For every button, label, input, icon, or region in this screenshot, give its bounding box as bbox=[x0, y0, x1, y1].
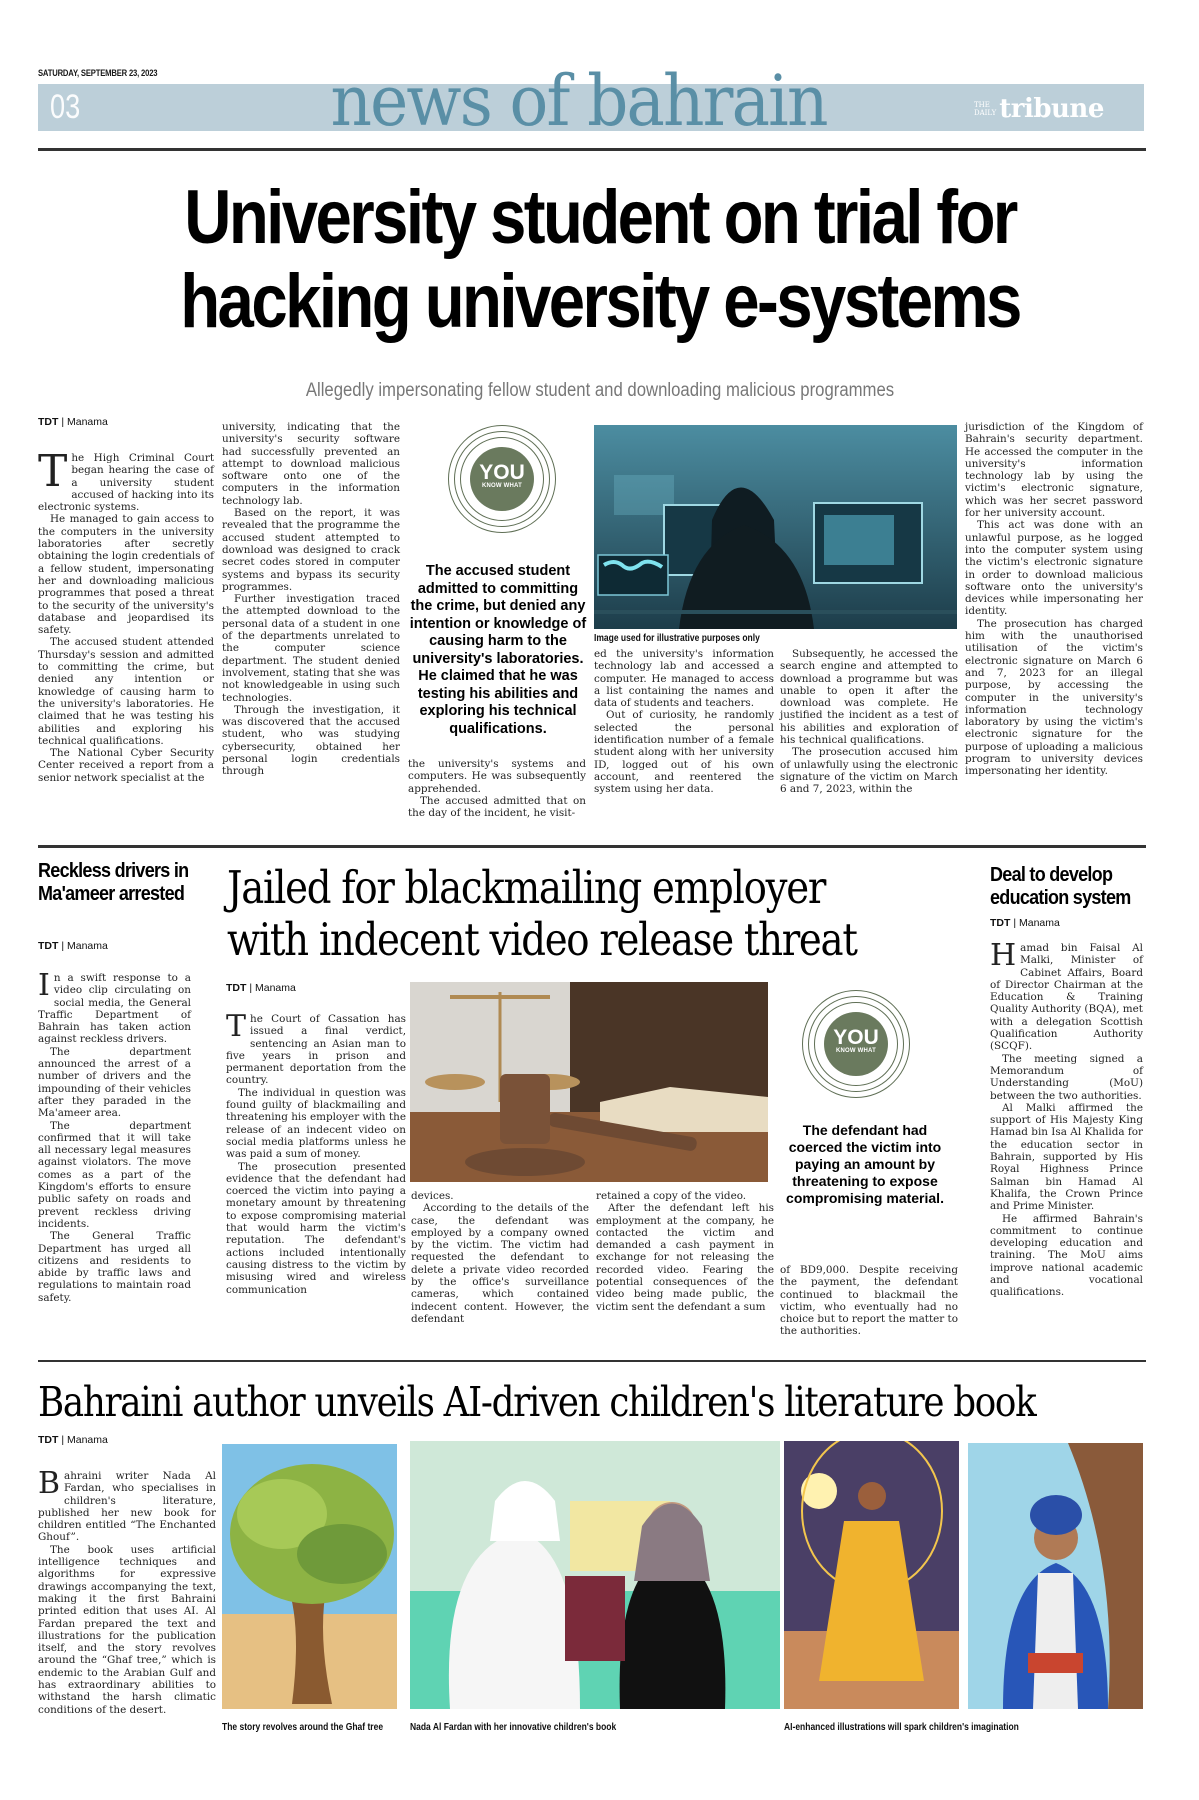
jailed-paragraph: After the defendant left his employment at the company, he contacted the victim and demanded a cash payment in exchange for not releasing the recorded video. Fearing the potential consequences of the video being made public, the victim sent the defendant a sum bbox=[596, 1202, 774, 1313]
lead-column-3 bbox=[408, 758, 586, 819]
education-headline: Deal to develop education system bbox=[990, 864, 1131, 909]
byline-sep: | bbox=[58, 1434, 67, 1446]
paragraph-text: ahraini writer Nada Al Fardan, who specialises in children's literature, published her new book for children entitled “The Enchanted Ghouf”. bbox=[38, 1470, 216, 1544]
dropcap: T bbox=[38, 446, 68, 497]
ghaf-tree-illustration bbox=[222, 1444, 397, 1709]
byline-agency: TDT bbox=[38, 940, 59, 952]
ai-illustration-2 bbox=[968, 1443, 1143, 1709]
lead-paragraph: university, indicating that the university's security software had successfully prevented an attempt to download malicious software onto one of the computers in the information technology lab. bbox=[222, 421, 400, 507]
reckless-paragraph: The department announced the arrest of a number of drivers and the impounding of their vehicles after they paraded in the Ma'ameer area. bbox=[38, 1045, 191, 1120]
author-paragraph: The book uses artificial intelligence techniques and algorithms for expressive drawings accompanying the text, making it the first Bahraini printed edition that uses AI. Al Fardan prepared the text and illustrations for the publication itself, and the story revolves around the “Ghaf tree,” which is endemic to the Arabian Gulf and has extraordinary abilities to withstand the harsh climatic conditions of the desert. bbox=[38, 1543, 216, 1716]
section-title: news of bahrain bbox=[325, 66, 832, 136]
lead-column-2 bbox=[222, 421, 400, 778]
lead-paragraph: Further investigation traced the attempted download to the personal data of a student in one of the departments unrelated to the computer science department. The student denied involvement, stating that she was not knowledgeable in using such technologies. bbox=[222, 593, 400, 704]
author-caption: Nada Al Fardan with her innovative children's book bbox=[410, 1722, 617, 1733]
paragraph-text: he Court of Cassation has issued a final verdict, sentencing an Asian man to five years in prison and permanent deportation from the country. bbox=[226, 1013, 406, 1087]
lead-paragraph: The prosecution accused him of unlawfully using the electronic signature of the victim on March 6 and 7, 2023, within the bbox=[780, 746, 958, 796]
jailed-column-1 bbox=[226, 1009, 406, 1296]
dropcap: H bbox=[990, 938, 1017, 973]
reckless-paragraph: The department confirmed that it will take all necessary legal measures against violators. The move comes as a part of the Kingdom's efforts to ensure public safety on roads and prevent reckless driving incidents. bbox=[38, 1119, 191, 1230]
education-paragraph: The meeting signed a Memorandum of Understanding (MoU) between the two authorities. bbox=[990, 1052, 1143, 1102]
lead-headline-line1: University student on trial for bbox=[184, 175, 1016, 260]
lead-paragraph: the university's systems and computers. He was subsequently apprehended. bbox=[408, 758, 586, 795]
author-paragraph bbox=[38, 1466, 216, 1544]
brand-small-top: THE bbox=[974, 101, 990, 109]
gavel-image bbox=[410, 982, 768, 1182]
education-body bbox=[990, 938, 1143, 1299]
you-know-what-badge bbox=[448, 425, 556, 533]
lead-paragraph: The accused student attended Thursday's session and admitted to committing the crime, but denied any intention or knowledge of causing harm to the university's laboratories. He claimed that he was testing his abilities and exploring his technical qualifications. bbox=[38, 636, 214, 747]
ai-caption: AI-enhanced illustrations will spark children's imagination bbox=[784, 1722, 1019, 1733]
lead-paragraph: This act was done with an unlawful purpose, as he logged into the computer system using the victim's electronic signature in order to download malicious software onto the university's devices while impersonating her identity. bbox=[965, 519, 1143, 618]
byline-agency: TDT bbox=[38, 416, 59, 428]
jailed-pull-quote: The defendant had coerced the victim into paying an amount by threatening to expose compromising material. bbox=[786, 1122, 944, 1206]
jailed-column-3 bbox=[596, 1190, 774, 1313]
jailed-headline-line1: Jailed for blackmailing employer bbox=[227, 861, 826, 914]
gavel-photo bbox=[410, 982, 768, 1182]
reckless-body bbox=[38, 968, 191, 1304]
lead-column-4 bbox=[594, 648, 774, 796]
jailed-paragraph: devices. bbox=[411, 1190, 454, 1202]
badge-core bbox=[470, 447, 534, 511]
byline-sep: | bbox=[58, 416, 67, 428]
byline-place: Manama bbox=[66, 416, 108, 428]
hacker-image bbox=[594, 425, 957, 629]
lead-paragraph: He managed to gain access to the computers in the university laboratories after secretly obtaining the login credentials of a fellow student, impersonating her and downloading malicious programmes that posed a threat to the security of the university's database and jeopardised its safety. bbox=[38, 513, 214, 637]
tree-caption: The story revolves around the Ghaf tree bbox=[222, 1722, 384, 1733]
byline-agency: TDT bbox=[38, 1434, 59, 1446]
lead-paragraph: jurisdiction of the Kingdom of Bahrain's security department. He accessed the computer in the university's information technology lab by using the victim's electronic signature, which was her secret password for her university account. bbox=[965, 421, 1143, 520]
hacker-photo-caption: Image used for illustrative purposes only bbox=[594, 633, 760, 644]
lead-paragraph bbox=[38, 446, 214, 514]
education-paragraph: Al Malki affirmed the support of His Majesty King Hamad bin Isa Al Khalida for the education sector in Bahrain, supported by His Royal Highness Prince Salman bin Hamad Al Khalifa, the Crown Prince and Prime Minister. bbox=[990, 1101, 1143, 1213]
jailed-paragraph: retained a copy of the video. bbox=[596, 1190, 747, 1202]
jailed-headline bbox=[227, 862, 857, 966]
lead-deck: Allegedly impersonating fellow student and downloading malicious programmes bbox=[305, 380, 895, 401]
lead-byline bbox=[38, 416, 108, 428]
education-paragraph: He affirmed Bahrain's commitment to continue developing education and training. The MoU aims improve national academic and vocational qualifications. bbox=[990, 1212, 1143, 1299]
byline-place: Manama bbox=[66, 1434, 108, 1446]
author-body bbox=[38, 1466, 216, 1716]
byline-sep: | bbox=[58, 940, 67, 952]
hacker-photo bbox=[594, 425, 957, 629]
ai-heroine-image bbox=[784, 1441, 959, 1709]
author-byline bbox=[38, 1434, 108, 1446]
page-number: 03 bbox=[50, 88, 81, 126]
brand-logo bbox=[974, 94, 1104, 124]
author-image bbox=[410, 1441, 780, 1709]
section-rule bbox=[38, 845, 1146, 848]
brand-name: tribune bbox=[999, 94, 1104, 124]
dropcap: T bbox=[226, 1009, 247, 1044]
jailed-paragraph bbox=[226, 1009, 406, 1087]
jailed-column-2 bbox=[411, 1190, 589, 1325]
header-rule bbox=[38, 148, 1146, 151]
tree-image bbox=[222, 1444, 397, 1709]
education-paragraph bbox=[990, 938, 1143, 1053]
author-headline: Bahraini author unveils AI-driven children's literature book bbox=[38, 1378, 1036, 1426]
jailed-column-4 bbox=[780, 1264, 958, 1338]
badge-know-what: KNOW WHAT bbox=[481, 483, 522, 489]
lead-paragraph: The prosecution has charged him with the unauthorised utilisation of the victim's electronic signature on March 6 and 7, 2023 for an illegal purpose, by accessing the computer in the university's information technology laboratory by using the victim's electronic signature for the purpose of uploading a malicious program to university devices impersonating her identity. bbox=[965, 617, 1143, 778]
byline-sep: | bbox=[246, 982, 255, 994]
jailed-headline-line2: with indecent video release threat bbox=[227, 913, 857, 966]
jailed-paragraph: The individual in question was found guilty of blackmailing and threatening his employer with the release of an indecent video on social media platforms unless he was paid a sum of money. bbox=[226, 1086, 406, 1161]
byline-agency: TDT bbox=[226, 982, 247, 994]
lead-column-6 bbox=[965, 421, 1143, 778]
brand-small bbox=[974, 101, 996, 117]
byline-place: Manama bbox=[254, 982, 296, 994]
lead-headline-line2: hacking university e-systems bbox=[180, 259, 1020, 344]
byline-sep: | bbox=[1010, 917, 1019, 929]
brand-small-bottom: DAILY bbox=[974, 109, 997, 117]
dropcap: B bbox=[38, 1466, 61, 1501]
author-photo bbox=[410, 1441, 780, 1709]
lead-column-5 bbox=[780, 648, 958, 796]
lead-paragraph: Subsequently, he accessed the search engine and attempted to download a programme but was unable to open it after the download was complete. He justified the incident as a test of his abilities and exploration of his technical qualifications. bbox=[780, 648, 958, 747]
byline-place: Manama bbox=[1018, 917, 1060, 929]
jailed-paragraph: of BD9,000. Despite receiving the payment, the defendant continued to blackmail the victim, who eventually had no choice but to report the matter to the authorities. bbox=[780, 1264, 958, 1338]
jailed-paragraph: According to the details of the case, the defendant was employed by a company owned by the victim. The victim had requested the defendant to delete a private video recorded by the office's surveillance cameras, which contained indecent content. However, the defendant bbox=[411, 1202, 589, 1325]
reckless-paragraph bbox=[38, 968, 191, 1046]
badge-core bbox=[824, 1012, 888, 1076]
reckless-headline: Reckless drivers in Ma'ameer arrested bbox=[38, 860, 189, 905]
education-byline bbox=[990, 917, 1060, 929]
reckless-paragraph: The General Traffic Department has urged all citizens and residents to abide by traffic laws and regulations to maintain road safety. bbox=[38, 1230, 191, 1304]
paragraph-text: he High Criminal Court began hearing the case of a university student accused of hacking into its electronic systems. bbox=[38, 452, 214, 514]
lead-paragraph: The accused admitted that on the day of the incident, he visit- bbox=[408, 794, 586, 820]
paragraph-text: n a swift response to a video clip circulating on social media, the General Traffic Department of Bahrain has taken action against reckless drivers. bbox=[38, 972, 191, 1046]
you-know-what-badge-2 bbox=[802, 990, 910, 1098]
lead-paragraph: The National Cyber Security Center received a report from a senior network specialist at the bbox=[38, 747, 214, 784]
badge-you: YOU bbox=[833, 1026, 879, 1049]
paragraph-text: amad bin Faisal Al Malki, Minister of Cabinet Affairs, Board of Director Chairman at the Education & Training Quality Authority (BQA), met with a delegation Scottish Qualification Authority (SCQF). bbox=[990, 942, 1143, 1053]
lead-column-1 bbox=[38, 446, 214, 784]
lead-paragraph: ed the university's information technology lab and accessed a computer. He managed to access a list containing the names and data of students and teachers. bbox=[594, 648, 774, 710]
lead-pull-quote: The accused student admitted to committing the crime, but denied any intention or knowledge of causing harm to the university's laboratories. He claimed that he was testing his abilities and exploring his technical qualifications. bbox=[409, 563, 587, 737]
badge-know-what: KNOW WHAT bbox=[835, 1048, 876, 1054]
lead-paragraph: Through the investigation, it was discovered that the accused student, who was studying cybersecurity, obtained her personal login credentials through bbox=[222, 703, 400, 778]
ai-nomad-image bbox=[968, 1443, 1143, 1709]
lead-paragraph: Based on the report, it was revealed that the programme the accused student attempted to download was designed to crack secret codes stored in computer systems and bypass its security programmes. bbox=[222, 507, 400, 593]
ai-illustration-1 bbox=[784, 1441, 959, 1709]
jailed-paragraph: The prosecution presented evidence that the defendant had coerced the victim into paying a monetary amount by threatening to expose compromising material that would harm the victim's reputation. The defendant's actions included intentionally causing distress to the victim by misusing wired and wireless communication bbox=[226, 1160, 406, 1296]
jailed-byline bbox=[226, 982, 296, 994]
badge-you: YOU bbox=[479, 461, 525, 484]
lead-paragraph: Out of curiosity, he randomly selected the personal identification number of a female student along with her university ID, logged out of his own account, and reentered the system using her data. bbox=[594, 709, 774, 796]
lead-headline bbox=[118, 176, 1081, 344]
reckless-byline bbox=[38, 940, 108, 952]
byline-agency: TDT bbox=[990, 917, 1011, 929]
issue-date: SATURDAY, SEPTEMBER 23, 2023 bbox=[38, 68, 158, 78]
dropcap: I bbox=[38, 968, 50, 1003]
section-rule-2 bbox=[38, 1360, 1146, 1362]
byline-place: Manama bbox=[66, 940, 108, 952]
